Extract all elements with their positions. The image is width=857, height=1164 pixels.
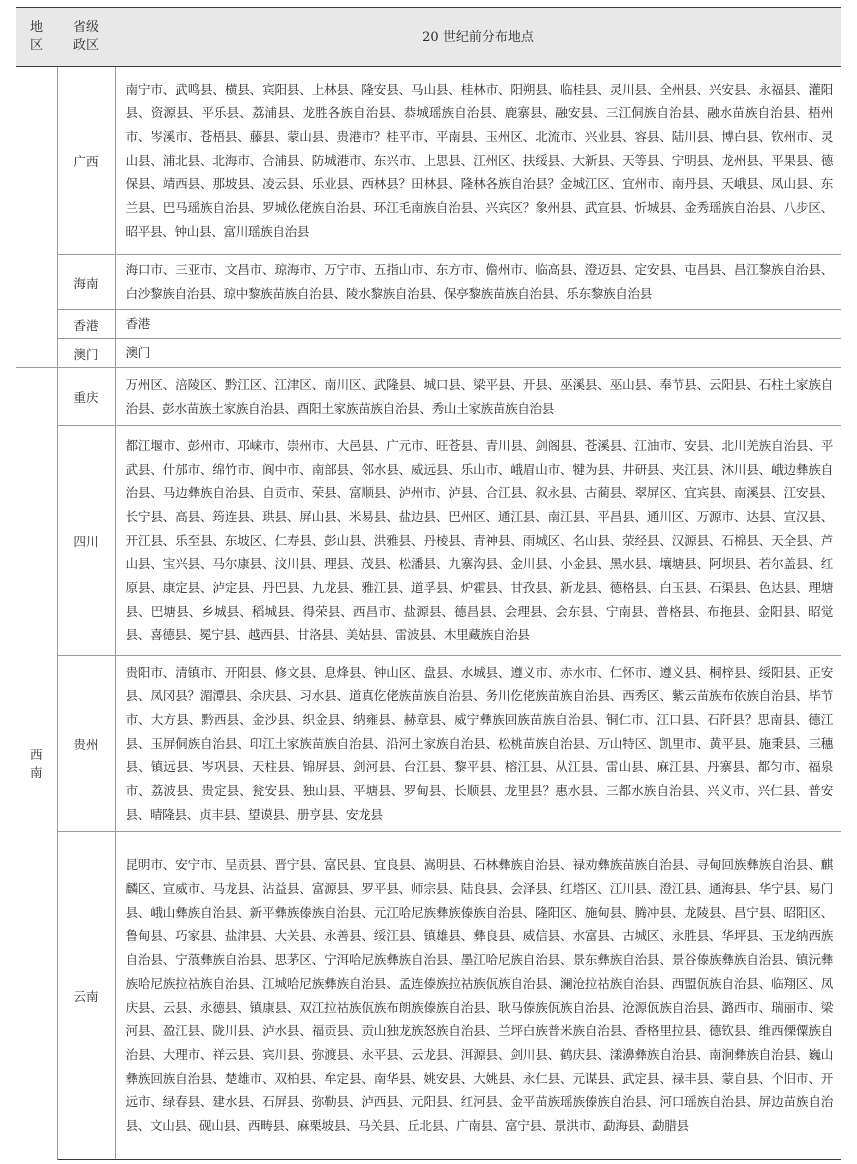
header-province bbox=[57, 8, 115, 67]
places-cell: 都江堰市、彭州市、邛崃市、崇州市、大邑县、广元市、旺苍县、青川县、剑阁县、苍溪县、江油市、安县、北川羌族自治县、平武县、什邡市、绵竹市、阆中市、南部县、邻水县、威远县、乐山市、峨眉山市、犍为县、井研县、夹江县、沐川县、峨边彝族自治县、马边彝族自治县、自贡市、荣县、富顺县、泸州市、泸县、合江县、叙永县、古蔺县、翠屏区、宜宾县、南溪县、江安县、长宁县、高县、筠连县、珙县、屏山县、米易县、盐边县、巴州区、通江县、南江县、平昌县、通川区、万源市、达县、宣汉县、开江县、乐至县、东坡区、仁寿县、彭山县、洪雅县、丹棱县、青神县、雨城区、名山县、荥经县、汉源县、石棉县、天全县、芦山县、宝兴县、马尔康县、汶川县、理县、茂县、松潘县、九寨沟县、金川县、小金县、黑水县、壤塘县、阿坝县、若尔盖县、红原县、康定县、泸定县、丹巴县、九龙县、雅江县、道孚县、炉霍县、甘孜县、新龙县、德格县、白玉县、石渠县、色达县、理塘县、巴塘县、乡城县、稻城县、得荣县、西昌市、盐源县、德昌县、会理县、会东县、宁南县、普格县、布拖县、金阳县、昭觉县、喜德县、冕宁县、越西县、甘洛县、美姑县、雷波县、木里藏族自治县 bbox=[115, 426, 841, 656]
header-region-label: 地区 bbox=[29, 20, 43, 53]
table-row bbox=[16, 426, 841, 656]
region-label: 西南 bbox=[29, 746, 43, 780]
province-label: 香港 bbox=[73, 317, 99, 333]
table-row bbox=[16, 832, 841, 1160]
places-cell: 香港 bbox=[115, 310, 841, 339]
province-cell bbox=[57, 255, 115, 310]
province-cell bbox=[57, 310, 115, 339]
province-label: 四川 bbox=[73, 534, 99, 549]
places-cell: 万州区、涪陵区、黔江区、江津区、南川区、武隆县、城口县、梁平县、开县、巫溪县、巫山县、奉节县、云阳县、石柱土家族自治县、彭水苗族土家族自治县、酉阳土家族苗族自治县、秀山土家族苗族自治县 bbox=[115, 368, 841, 426]
places-cell: 澳门 bbox=[115, 339, 841, 368]
province-label: 云南 bbox=[73, 989, 99, 1004]
header-province-label: 省级政区 bbox=[72, 20, 99, 53]
province-cell bbox=[57, 368, 115, 426]
province-label: 广西 bbox=[73, 154, 99, 169]
region-cell bbox=[16, 67, 57, 368]
distribution-table-container bbox=[16, 7, 841, 1160]
table-row bbox=[16, 368, 841, 426]
table-row bbox=[16, 656, 841, 832]
province-label: 澳门 bbox=[73, 346, 99, 362]
province-label: 海南 bbox=[73, 275, 99, 291]
province-label: 贵州 bbox=[73, 737, 99, 752]
region-cell bbox=[16, 368, 57, 1160]
places-cell: 海口市、三亚市、文昌市、琼海市、万宁市、五指山市、东方市、儋州市、临高县、澄迈县、定安县、屯昌县、昌江黎族自治县、白沙黎族自治县、琼中黎族苗族自治县、陵水黎族自治县、保亭黎族苗族自治县、乐东黎族自治县 bbox=[115, 255, 841, 310]
province-cell bbox=[57, 339, 115, 368]
table-header-row bbox=[16, 8, 841, 67]
places-cell: 昆明市、安宁市、呈贡县、晋宁县、富民县、宜良县、嵩明县、石林彝族自治县、禄劝彝族苗族自治县、寻甸回族彝族自治县、麒麟区、宣威市、马龙县、沾益县、富源县、罗平县、师宗县、陆良县、会泽县、红塔区、江川县、澄江县、通海县、华宁县、易门县、峨山彝族自治县、新平彝族傣族自治县、元江哈尼族彝族傣族自治县、隆阳区、施甸县、腾冲县、龙陵县、昌宁县、昭阳区、鲁甸县、巧家县、盐津县、大关县、永善县、绥江县、镇雄县、彝良县、威信县、水富县、古城区、永胜县、华坪县、玉龙纳西族自治县、宁蒗彝族自治县、思茅区、宁洱哈尼族彝族自治县、墨江哈尼族自治县、景东彝族自治县、景谷傣族彝族自治县、镇沅彝族哈尼族拉祜族自治县、江城哈尼族彝族自治县、孟连傣族拉祜族佤族自治县、澜沧拉祜族自治县、西盟佤族自治县、临翔区、凤庆县、云县、永德县、镇康县、双江拉祜族佤族布朗族傣族自治县、耿马傣族佤族自治县、沧源佤族自治县、潞西市、瑞丽市、梁河县、盈江县、陇川县、泸水县、福贡县、贡山独龙族怒族自治县、兰坪白族普米族自治县、香格里拉县、德钦县、维西傈僳族自治县、大理市、祥云县、宾川县、弥渡县、永平县、云龙县、洱源县、剑川县、鹤庆县、漾濞彝族自治县、南涧彝族自治县、巍山彝族回族自治县、楚雄市、双柏县、牟定县、南华县、姚安县、大姚县、永仁县、元谋县、武定县、禄丰县、蒙自县、个旧市、开远市、绿春县、建水县、石屏县、弥勒县、泸西县、元阳县、红河县、金平苗族瑶族傣族自治县、河口瑶族自治县、屏边苗族自治县、文山县、砚山县、西畴县、麻栗坡县、马关县、丘北县、广南县、富宁县、景洪市、勐海县、勐腊县 bbox=[115, 832, 841, 1160]
province-label: 重庆 bbox=[73, 390, 99, 405]
places-cell: 贵阳市、清镇市、开阳县、修文县、息烽县、钟山区、盘县、水城县、遵义市、赤水市、仁怀市、遵义县、桐梓县、绥阳县、正安县、凤冈县？湄潭县、余庆县、习水县、道真仡佬族苗族自治县、务川仡佬族苗族自治县、西秀区、紫云苗族布依族自治县、毕节市、大方县、黔西县、金沙县、织金县、纳雍县、赫章县、威宁彝族回族苗族自治县、铜仁市、江口县、石阡县？思南县、德江县、玉屏侗族自治县、印江土家族苗族自治县、沿河土家族自治县、松桃苗族自治县、万山特区、凯里市、黄平县、施秉县、三穗县、镇远县、岑巩县、天柱县、锦屏县、剑河县、台江县、黎平县、榕江县、从江县、雷山县、麻江县、丹寨县、都匀市、福泉市、荔波县、贵定县、瓮安县、独山县、平塘县、罗甸县、长顺县、龙里县？惠水县、三都水族自治县、兴义市、兴仁县、普安县、晴隆县、贞丰县、望谟县、册亨县、安龙县 bbox=[115, 656, 841, 832]
header-places-label: 20 世纪前分布地点 bbox=[422, 29, 534, 45]
table-row bbox=[16, 255, 841, 310]
province-cell bbox=[57, 832, 115, 1160]
distribution-table bbox=[16, 7, 841, 1160]
province-cell bbox=[57, 656, 115, 832]
province-cell bbox=[57, 426, 115, 656]
province-cell bbox=[57, 67, 115, 255]
header-places bbox=[115, 8, 841, 67]
table-row bbox=[16, 339, 841, 368]
table-row bbox=[16, 67, 841, 255]
places-cell: 南宁市、武鸣县、横县、宾阳县、上林县、隆安县、马山县、桂林市、阳朔县、临桂县、灵川县、全州县、兴安县、永福县、灌阳县、资源县、平乐县、荔浦县、龙胜各族自治县、恭城瑶族自治县、鹿寨县、融安县、三江侗族自治县、融水苗族自治县、梧州市、岑溪市、苍梧县、藤县、蒙山县、贵港市？桂平市、平南县、玉州区、北流市、兴业县、容县、陆川县、博白县、钦州市、灵山县、浦北县、北海市、合浦县、防城港市、东兴市、上思县、江州区、扶绥县、大新县、天等县、宁明县、龙州县、平果县、德保县、靖西县、那坡县、凌云县、乐业县、西林县？田林县、隆林各族自治县？金城江区、宜州市、南丹县、天峨县、凤山县、东兰县、巴马瑶族自治县、罗城仫佬族自治县、环江毛南族自治县、兴宾区？象州县、武宣县、忻城县、金秀瑶族自治县、八步区、昭平县、钟山县、富川瑶族自治县 bbox=[125, 81, 833, 239]
header-region bbox=[16, 8, 57, 67]
table-row bbox=[16, 310, 841, 339]
